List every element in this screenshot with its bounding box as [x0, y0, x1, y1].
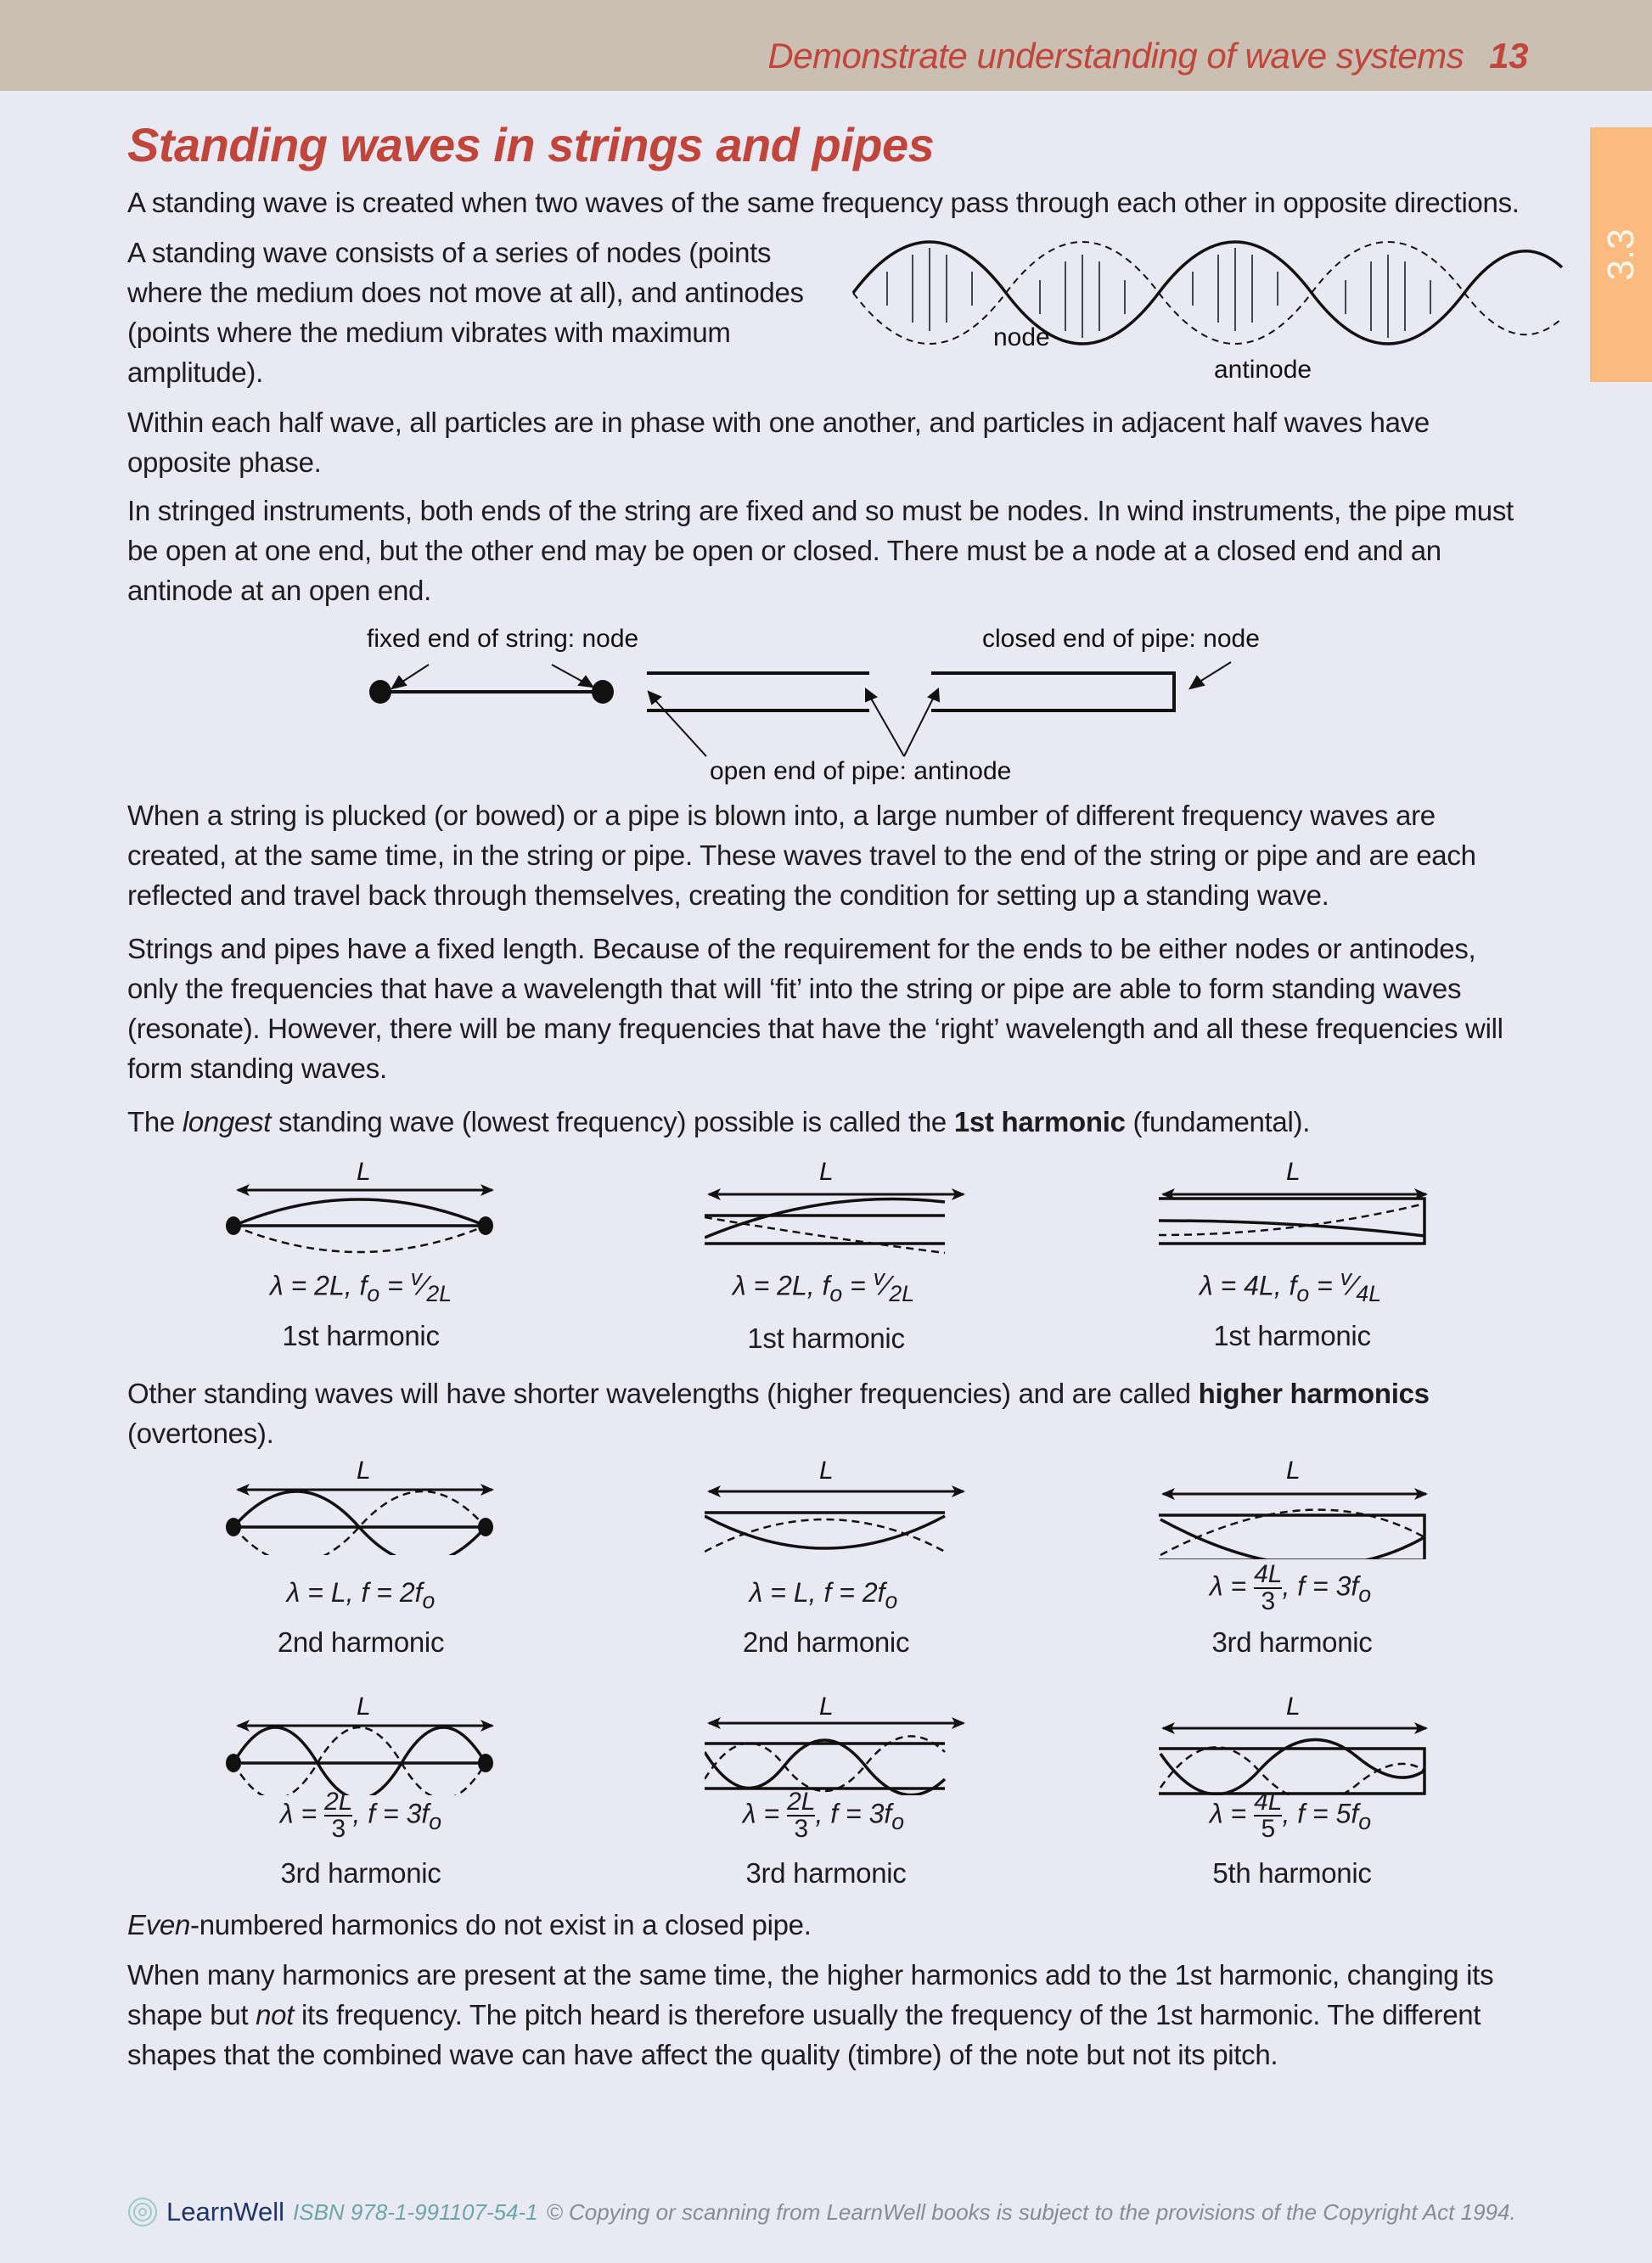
paragraph-higher-harmonics: Other standing waves will have shorter wavelengths (higher frequencies) and are called higher harmonics (overtones).: [127, 1378, 1430, 1449]
paragraph-intro: A standing wave is created when two waves of the same frequency pass through each other in opposite directions.: [127, 187, 1520, 218]
open-pipe-1st-harmonic: [705, 1154, 976, 1256]
caption-open-pipe-3rd: 3rd harmonic: [745, 1857, 907, 1889]
caption-string-2nd: 2nd harmonic: [277, 1626, 445, 1658]
open-pipe-2nd-harmonic: [705, 1453, 976, 1555]
closed-pipe-5th-harmonic: [1159, 1689, 1430, 1795]
footer-brand: LearnWell: [166, 2197, 285, 2226]
formula-closed-pipe-3rd: λ = $\frac{4L}{3}$ , $f = 3f_o$: [1209, 1560, 1372, 1615]
page-title: Standing waves in strings and pipes: [127, 118, 935, 171]
svg-text:L: L: [357, 1457, 371, 1485]
learnwell-logo-icon: [127, 2197, 158, 2227]
open-pipe-3rd-harmonic: [705, 1689, 976, 1795]
paragraph-timbre: When many harmonics are present at the same time, the higher harmonics add to the 1st harmonic, changing its shape but not its frequency. The pitch heard is therefore usually the frequency of the 1st harmonic. The different shapes that the combined wave can have affect the quality (timbre) of the note but not its pitch.: [127, 1959, 1494, 2070]
page-number: 13: [1489, 36, 1528, 76]
paragraph-plucked: When a string is plucked (or bowed) or a pipe is blown into, a large number of different frequency waves are created, at the same time, in the string or pipe. These waves travel to the end of the string or pipe and are each reflected and travel back through themselves, creating the condition for setting up a standing wave.: [127, 800, 1476, 911]
caption-closed-pipe-5th: 5th harmonic: [1212, 1857, 1372, 1889]
caption-open-pipe-1st: 1st harmonic: [747, 1322, 905, 1354]
node-label: node: [993, 323, 1050, 351]
paragraph-nodes: A standing wave consists of a series of nodes (points where the medium does not move at all), and antinodes (points where the medium vibrates with maximum amplitude).: [127, 237, 804, 388]
running-title: Demonstrate understanding of wave systems: [767, 36, 1464, 76]
formula-string-1st: λ = 2L, $f_o$ = $^v⁄_{2L}$: [269, 1265, 452, 1307]
standing-wave-diagram: [845, 238, 1575, 390]
section-tab: [1590, 127, 1652, 382]
svg-text:L: L: [819, 1693, 834, 1721]
open-end-label: open end of pipe: antinode: [710, 757, 1012, 785]
string-3rd-harmonic: [216, 1689, 505, 1795]
paragraph-even-harmonics: Even-numbered harmonics do not exist in a closed pipe.: [127, 1909, 812, 1940]
section-tab-label: 3.3: [1599, 228, 1642, 281]
caption-closed-pipe-3rd: 3rd harmonic: [1211, 1626, 1373, 1658]
svg-text:L: L: [1286, 1693, 1301, 1721]
caption-string-1st: 1st harmonic: [282, 1320, 440, 1351]
formula-open-pipe-1st: λ = 2L, $f_o$ = $^v⁄_{2L}$: [732, 1265, 915, 1307]
antinode-label: antinode: [1214, 356, 1312, 384]
closed-pipe-1st-harmonic: [1159, 1154, 1430, 1256]
running-head: [767, 36, 1528, 76]
svg-text:L: L: [357, 1693, 371, 1721]
footer: [127, 2197, 1516, 2227]
svg-text:L: L: [1286, 1158, 1301, 1186]
fixed-end-label: fixed end of string: node: [367, 625, 639, 653]
paragraph-fixed-length: Strings and pipes have a fixed length. Because of the requirement for the ends to be either nodes or antinodes, only the frequencies that have a wavelength that will ‘fit’ into the string or pipe are able to form standing waves (resonate). However, there will be many frequencies that have the ‘right’ wavelength and all these frequencies will form standing waves.: [127, 933, 1503, 1084]
closed-end-label: closed end of pipe: node: [982, 625, 1260, 653]
wave-solid: [853, 242, 1562, 344]
footer-copyright: © Copying or scanning from LearnWell books is subject to the provisions of the Copyright Act 1994.: [546, 2198, 1516, 2225]
footer-isbn: ISBN 978-1-991107-54-1: [293, 2198, 538, 2225]
svg-text:L: L: [819, 1158, 834, 1186]
formula-string-2nd: λ = L, $f = 2f_o$: [286, 1577, 435, 1614]
formula-string-3rd: λ = $\frac{2L}{3}$ , $f = 3f_o$: [279, 1788, 442, 1843]
ends-diagram: [340, 615, 1316, 785]
caption-string-3rd: 3rd harmonic: [280, 1857, 441, 1889]
paragraph-instruments: In stringed instruments, both ends of the string are fixed and so must be nodes. In wind instruments, the pipe must be open at one end, but the other end may be open or closed. There must be a node at a closed end and an antinode at an open end.: [127, 495, 1514, 606]
string-with-fixed-ends: [369, 680, 614, 704]
svg-text:L: L: [1286, 1457, 1301, 1485]
string-1st-harmonic: [216, 1154, 505, 1256]
string-2nd-harmonic: [216, 1453, 505, 1555]
formula-closed-pipe-5th: λ = $\frac{4L}{5}$ , $f = 5f_o$: [1209, 1788, 1372, 1843]
svg-text:L: L: [819, 1457, 834, 1485]
wave-dashed: [853, 242, 1562, 344]
formula-open-pipe-3rd: λ = $\frac{2L}{3}$ , $f = 3f_o$: [742, 1788, 905, 1843]
caption-open-pipe-2nd: 2nd harmonic: [742, 1626, 910, 1658]
formula-open-pipe-2nd: λ = L, $f = 2f_o$: [749, 1577, 898, 1614]
svg-text:L: L: [357, 1158, 371, 1186]
paragraph-first-harmonic: The longest standing wave (lowest frequency) possible is called the 1st harmonic (fundamental).: [127, 1106, 1311, 1137]
closed-pipe-3rd-harmonic: [1159, 1453, 1430, 1559]
closed-pipe: [931, 673, 1174, 710]
caption-closed-pipe-1st: 1st harmonic: [1213, 1320, 1371, 1351]
paragraph-phase: Within each half wave, all particles are in phase with one another, and particles in adjacent half waves have opposite phase.: [127, 407, 1430, 478]
open-pipe: [647, 673, 869, 710]
formula-closed-pipe-1st: λ = 4L, $f_o$ = $^v⁄_{4L}$: [1199, 1265, 1382, 1307]
